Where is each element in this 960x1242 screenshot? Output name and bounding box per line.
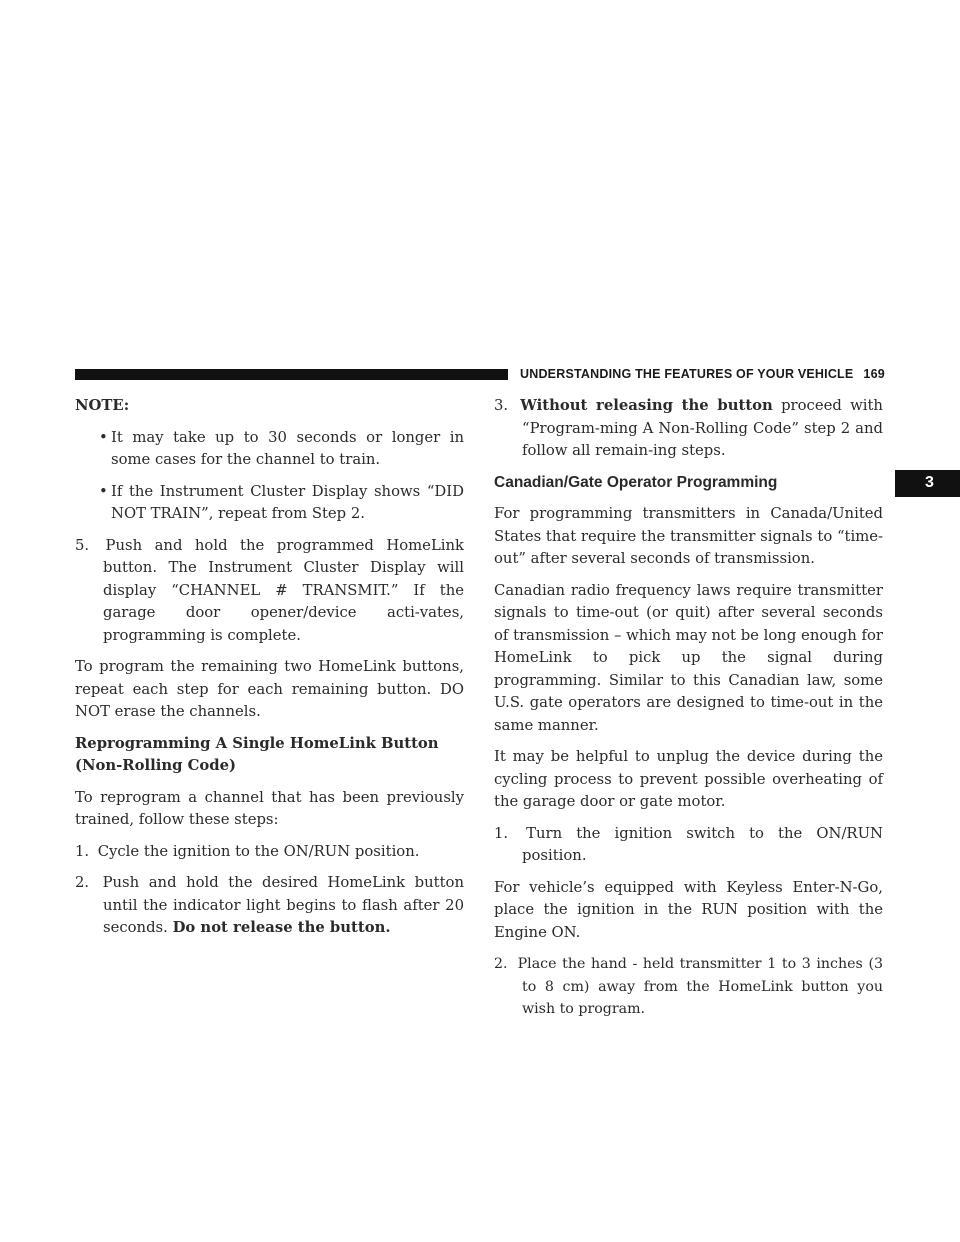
step-text: Place the hand - held transmitter 1 to 3 inches (3 to 8 cm) away from the HomeLink button you wish to program. — [517, 956, 884, 1017]
step-text: Turn the ignition switch to the ON/RUN position. — [522, 824, 883, 864]
paragraph-unplug: It may be helpful to unplug the device during the cycling process to prevent possible overheating of the garage door or gate motor. — [494, 748, 883, 810]
note-bullet-text: It may take up to 30 seconds or longer in some cases for the channel to train. — [111, 428, 464, 468]
step-1 — [75, 841, 464, 864]
step-number: 1. — [75, 842, 90, 860]
subheading-line: Reprogramming A Single HomeLink Button — [75, 734, 439, 752]
note-label: NOTE: — [75, 397, 130, 414]
step-text: Push and hold the programmed HomeLink button. The Instrument Cluster Display will display “CHANNEL # TRANSMIT.” If the garage door opener/device acti-vates, programming is complete. — [103, 536, 464, 644]
step-text: Cycle the ignition to the ON/RUN position. — [97, 842, 420, 860]
step-1-gate — [494, 823, 883, 868]
paragraph-reprogram-intro: To reprogram a channel that has been previously trained, follow these steps: — [75, 788, 464, 828]
step-text: proceed with “Program-ming A Non-Rolling Code” step 2 and follow all remain-ing steps. — [522, 397, 883, 459]
page-number: 169 — [863, 367, 885, 381]
left-column — [75, 395, 464, 949]
note-bullet — [75, 481, 464, 526]
section-heading: Canadian/Gate Operator Programming — [494, 473, 778, 491]
paragraph-canada-us: For programming transmitters in Canada/United States that require the transmitter signals to “time-out” after several seconds of transmission. — [494, 505, 883, 567]
step-number: 2. — [494, 956, 508, 972]
step-number: 3. — [494, 397, 509, 414]
step-5 — [75, 535, 464, 648]
step-emphasis: Without releasing the button — [520, 397, 773, 414]
paragraph-keyless: For vehicle’s equipped with Keyless Enter-N-Go, place the ignition in the RUN position with the Engine ON. — [494, 878, 883, 941]
note-bullet-text: If the Instrument Cluster Display shows “DID NOT TRAIN”, repeat from Step 2. — [111, 482, 464, 522]
step-2 — [75, 872, 464, 940]
header-title: UNDERSTANDING THE FEATURES OF YOUR VEHICLE — [520, 367, 854, 381]
paragraph-radio-laws: Canadian radio frequency laws require transmitter signals to time-out (or quit) after several seconds of transmission – which may not be long enough for HomeLink to pick up the signal during programming. Similar to this Canadian law, some U.S. gate operators are designed to time-out in the same manner. — [494, 581, 883, 734]
subheading-line: (Non-Rolling Code) — [75, 757, 236, 774]
paragraph-remaining-buttons: To program the remaining two HomeLink buttons, repeat each step for each remaining button. DO NOT erase the channels. — [75, 658, 464, 720]
bullet-icon: • — [99, 482, 108, 500]
running-header — [520, 367, 885, 381]
section-tab: 3 — [895, 470, 960, 497]
step-emphasis: Do not release the button. — [172, 919, 391, 936]
right-column — [494, 395, 883, 1030]
note-bullet — [75, 427, 464, 472]
step-number: 1. — [494, 824, 509, 842]
subheading-reprogramming — [75, 733, 464, 778]
bullet-icon: • — [99, 428, 108, 446]
step-text: Push and hold the desired HomeLink button until the indicator light begins to flash after 20 seconds. — [102, 874, 464, 936]
step-2-gate — [494, 953, 883, 1021]
step-number: 5. — [75, 536, 90, 554]
header-rule — [75, 369, 508, 380]
step-number: 2. — [75, 874, 90, 891]
step-3 — [494, 395, 883, 463]
